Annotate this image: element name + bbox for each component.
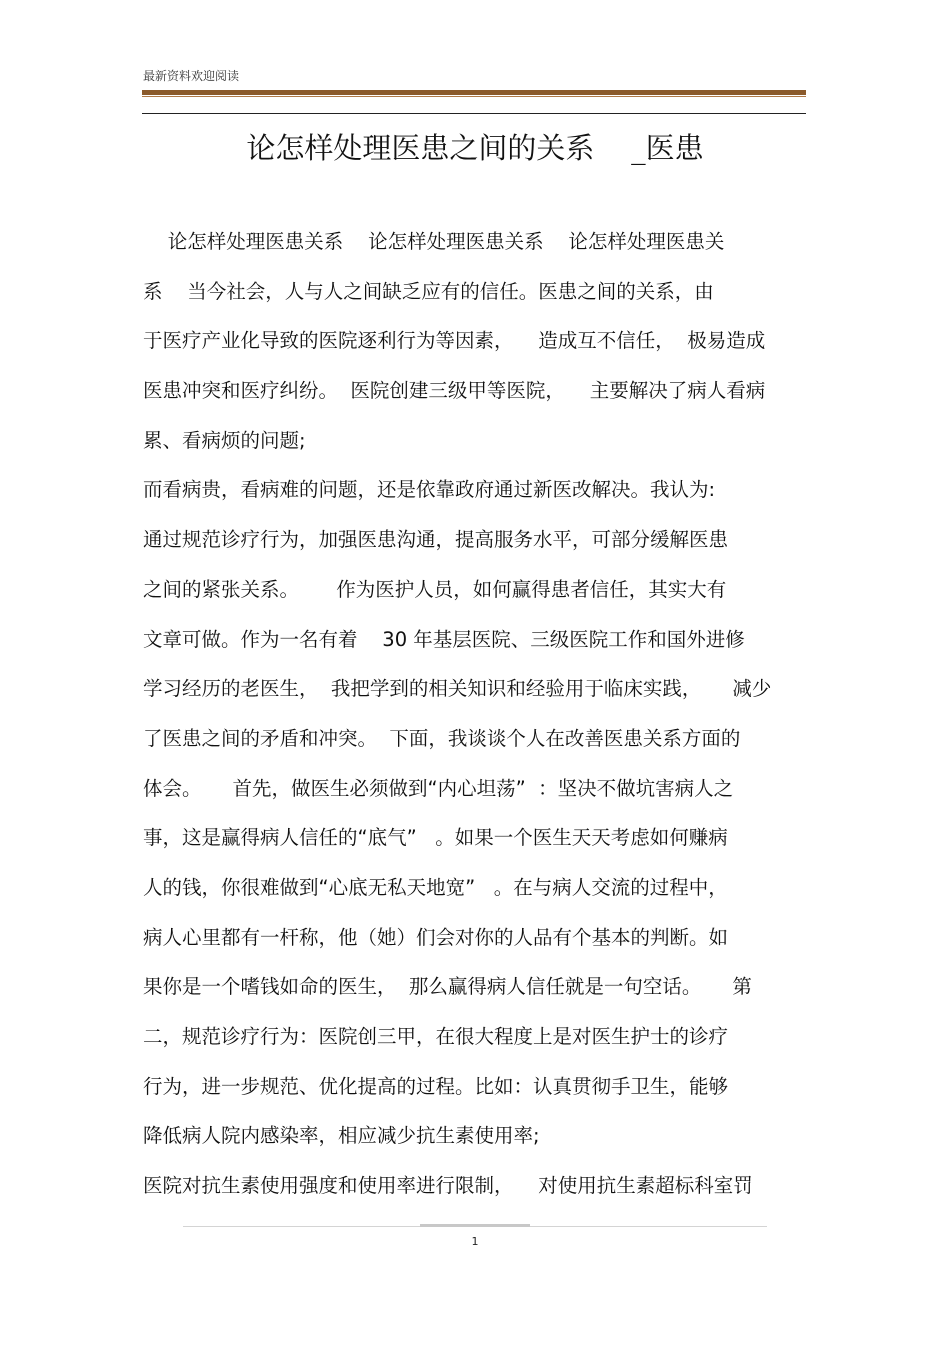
header-rule-thick [142, 90, 806, 95]
header-rule-thin [142, 96, 806, 97]
body-line: 医患冲突和医疗纠纷。 医院创建三级甲等医院， 主要解决了病人看病 [143, 379, 766, 403]
header-text: 最新资料欢迎阅读 [143, 69, 240, 83]
body-line: 事，这是赢得病人信任的“底气” 。如果一个医生天天考虑如何赚病 [143, 826, 728, 850]
body-line: 果你是一个嗜钱如命的医生， 那么赢得病人信任就是一句空话。 第 [143, 975, 752, 999]
body-line: 系 当今社会，人与人之间缺乏应有的信任。医患之间的关系，由 [143, 279, 714, 303]
body-line: 人的钱，你很难做到“心底无私天地宽” 。在与病人交流的过程中， [143, 875, 728, 899]
body-line: 医院对抗生素使用强度和使用率进行限制， 对使用抗生素超标科室罚 [143, 1174, 753, 1198]
body-line: 文章可做。作为一名有着 30 年基层医院、三级医院工作和国外进修 [143, 627, 745, 651]
page-number: 1 [471, 1235, 479, 1248]
body-line: 了医患之间的矛盾和冲突。 下面，我谈谈个人在改善医患关系方面的 [143, 726, 741, 750]
body-line: 病人心里都有一杆称，他（她）们会对你的人品有个基本的判断。如 [143, 925, 729, 949]
body-line: 于医疗产业化导致的医院逐利行为等因素， 造成互不信任， 极易造成 [143, 329, 766, 353]
body-line: 体会。 首先，做医生必须做到“内心坦荡” ：坚决不做坑害病人之 [143, 776, 734, 800]
body-line: 累、看病烦的问题; [143, 428, 306, 452]
body-line: 之间的紧张关系。 作为医护人员，如何赢得患者信任，其实大有 [143, 577, 727, 601]
document-body [143, 224, 813, 1218]
footer-rule-accent [420, 1224, 530, 1227]
body-line: 行为，进一步规范、优化提高的过程。比如：认真贯彻手卫生，能够 [143, 1074, 729, 1098]
document-title: 论怎样处理医患之间的关系 _医患 [246, 131, 704, 165]
body-line: 学习经历的老医生， 我把学到的相关知识和经验用于临床实践， 减少 [143, 677, 772, 701]
body-line: 二，规范诊疗行为：医院创三甲，在很大程度上是对医生护士的诊疗 [143, 1025, 729, 1048]
body-line: 而看病贵，看病难的问题，还是依靠政府通过新医改解决。我认为: [143, 478, 716, 502]
body-line: 论怎样处理医患关系 论怎样处理医患关系 论怎样处理医患关 [143, 230, 725, 253]
header-rule-black [142, 113, 806, 114]
body-line: 降低病人院内感染率，相应减少抗生素使用率; [143, 1124, 540, 1148]
body-line: 通过规范诊疗行为，加强医患沟通，提高服务水平，可部分缓解医患 [143, 528, 729, 552]
